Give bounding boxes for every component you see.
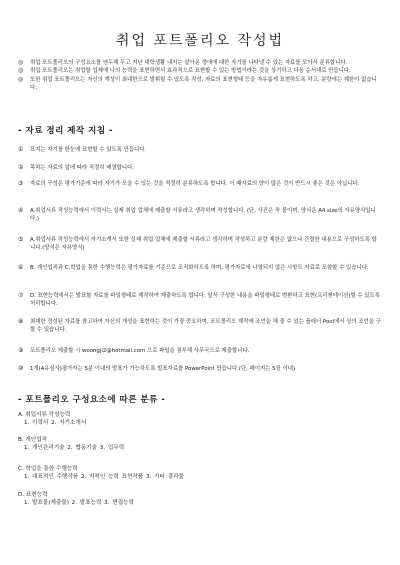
category-heading: B. 개인업적 [18, 437, 48, 443]
step-text: 자료의 구성은 평가기준에 따라 자기가 모을 수 있는 것을 적절히 분류하도록 합니다. 이 때자료의 양이 많은 것이 반드시 좋은 것은 아닙니다. [30, 181, 360, 187]
bullet-marker: ◎ [18, 67, 24, 75]
step-item [18, 180, 382, 188]
intro-paragraph [18, 67, 382, 75]
intro-block [18, 59, 382, 92]
step-item [18, 264, 382, 272]
intro-text: 취업 포트폴리오의 구성요소를 염두해 두고 지난 대학생활 내지는 살아온 생애에 대한 자기를 나타낼 수 있는 자료를 모아서 분류합니다. [30, 60, 348, 66]
step-marker: ⑧ [18, 318, 24, 325]
step-text: 1개(4유심사)평가자는 5분 이내의 발표가 가능하도록 발표자료를 PowerPoint 만듭니다.(단, 페이지는 5장 이내) [30, 366, 296, 372]
step-marker: ② [18, 164, 24, 171]
category-items: 1. 대표적인 수행작품 2. 지적인 능력 표현작품 3. 기타 결과물 [24, 474, 184, 480]
step-text: D. 표현능력에서는 발표할 자료를 파일형태로 제작하여 제출하도록 합니다. 앞서 구성한 내용을 파일형태로 변환하고 표현(프리젠테이션)할 수 있도록 처리합니다. [30, 293, 380, 308]
step-item [18, 292, 382, 309]
step-item [18, 318, 382, 335]
intro-text: 취업 포트폴리오는 취업할 업체에 나의 능력을 표현하면서 효과적으로 표현할 수 있는 방법이라는 것을 상기하고 다음 순서대로 만듭니다. [30, 68, 351, 75]
step-text: 목차는 자료의 앞에 따라 적절히 배열합니다. [30, 165, 135, 171]
step-item [18, 365, 382, 373]
bullet-marker: ◎ [18, 59, 24, 66]
section-heading: - 자료 정리 제작 지침 - [18, 126, 114, 136]
step-text: 표지는 자기를 한눈에 표현할 수 있도록 만듭니다. [30, 147, 147, 153]
step-marker: ⑤ [18, 236, 24, 243]
intro-paragraph [18, 76, 382, 93]
section-heading: - 포트폴리오 구성요소에 따른 분류 - [18, 395, 166, 405]
step-item [18, 164, 382, 172]
category-group [18, 465, 382, 481]
step-item [18, 146, 382, 154]
intro-paragraph [18, 59, 382, 67]
step-marker: ⑥ [18, 264, 24, 271]
category-group [18, 411, 382, 427]
step-marker: ④ [18, 207, 24, 214]
step-text: 최대한 정성된 자료를 참고하여 자신의 개성을 표현하는 것이 가장 중요하며, 포트폴리오 제작에 조언을 해 줄 수 있는 플래너 Pool에서 상의 조언을 구할 수 있습니다. [30, 319, 381, 334]
category-items: 1. 이력서 2. 자기소개서 [24, 420, 87, 426]
category-group [18, 491, 382, 507]
category-items: 1. 개인관리기술 2. 협동기술 3. 업무력 [24, 445, 125, 451]
category-group [18, 436, 382, 452]
step-marker: ③ [18, 180, 24, 187]
intro-text: 또한 취업 포트폴리오는 자신의 계성이 최대한으로 발휘될 수 있도록 작성, 자료의 표현형태 등을 자유롭게 표현하도록 하고, 분량에는 제한이 없습니다. [30, 76, 377, 91]
step-item [18, 207, 382, 224]
step-marker: ⑩ [18, 365, 24, 372]
category-heading: D. 표현능력 [18, 492, 48, 498]
step-marker: ① [18, 146, 24, 153]
bullet-marker: ◎ [18, 75, 24, 83]
step-text: A.취업서류 작성능력에서 자기소개서 또한 실제 취업 업체에 제출할 서류라고 생각하며 작성하고 분량 제한은 없으나 간결한 내용으로 구성하도록 합니다.(양식은 자유양식) [30, 237, 377, 252]
category-heading: A. 취업서류 작성능력 [18, 412, 71, 418]
step-marker: ⑨ [18, 347, 24, 354]
step-marker: ⑦ [18, 292, 24, 299]
step-text: A.취업서류 작성능력에서 이력서는 실제 취업 업체에 제출할 서류라고 생각하며 작성합니다. (단, 사진은 꼭 붙이며, 양식은 A4 size의 자유양식입니다.) [30, 208, 376, 223]
step-item [18, 347, 382, 355]
category-heading: C. 학업을 통한 수행능력 [18, 466, 78, 472]
step-text: 포트폴리오 제출할 시 woongji2@hotmail.com 으로 파일을 첨부해 사무국으로 제출합니다. [30, 348, 250, 354]
step-item [18, 236, 382, 253]
category-items: 1. 발표물(제출물) 2. 발표능력 3. 면접능력 [24, 500, 134, 506]
step-text: B. 개인업적과 C.학업을 통한 수행능력은 평가자료를 기준으로 조직화하도록 하며, 평가자료에 나열되지 않은 사항도 자료로 포함할 수 있습니다. [30, 265, 369, 271]
page-title: 취업 포트폴리오 작성법 [115, 33, 285, 49]
